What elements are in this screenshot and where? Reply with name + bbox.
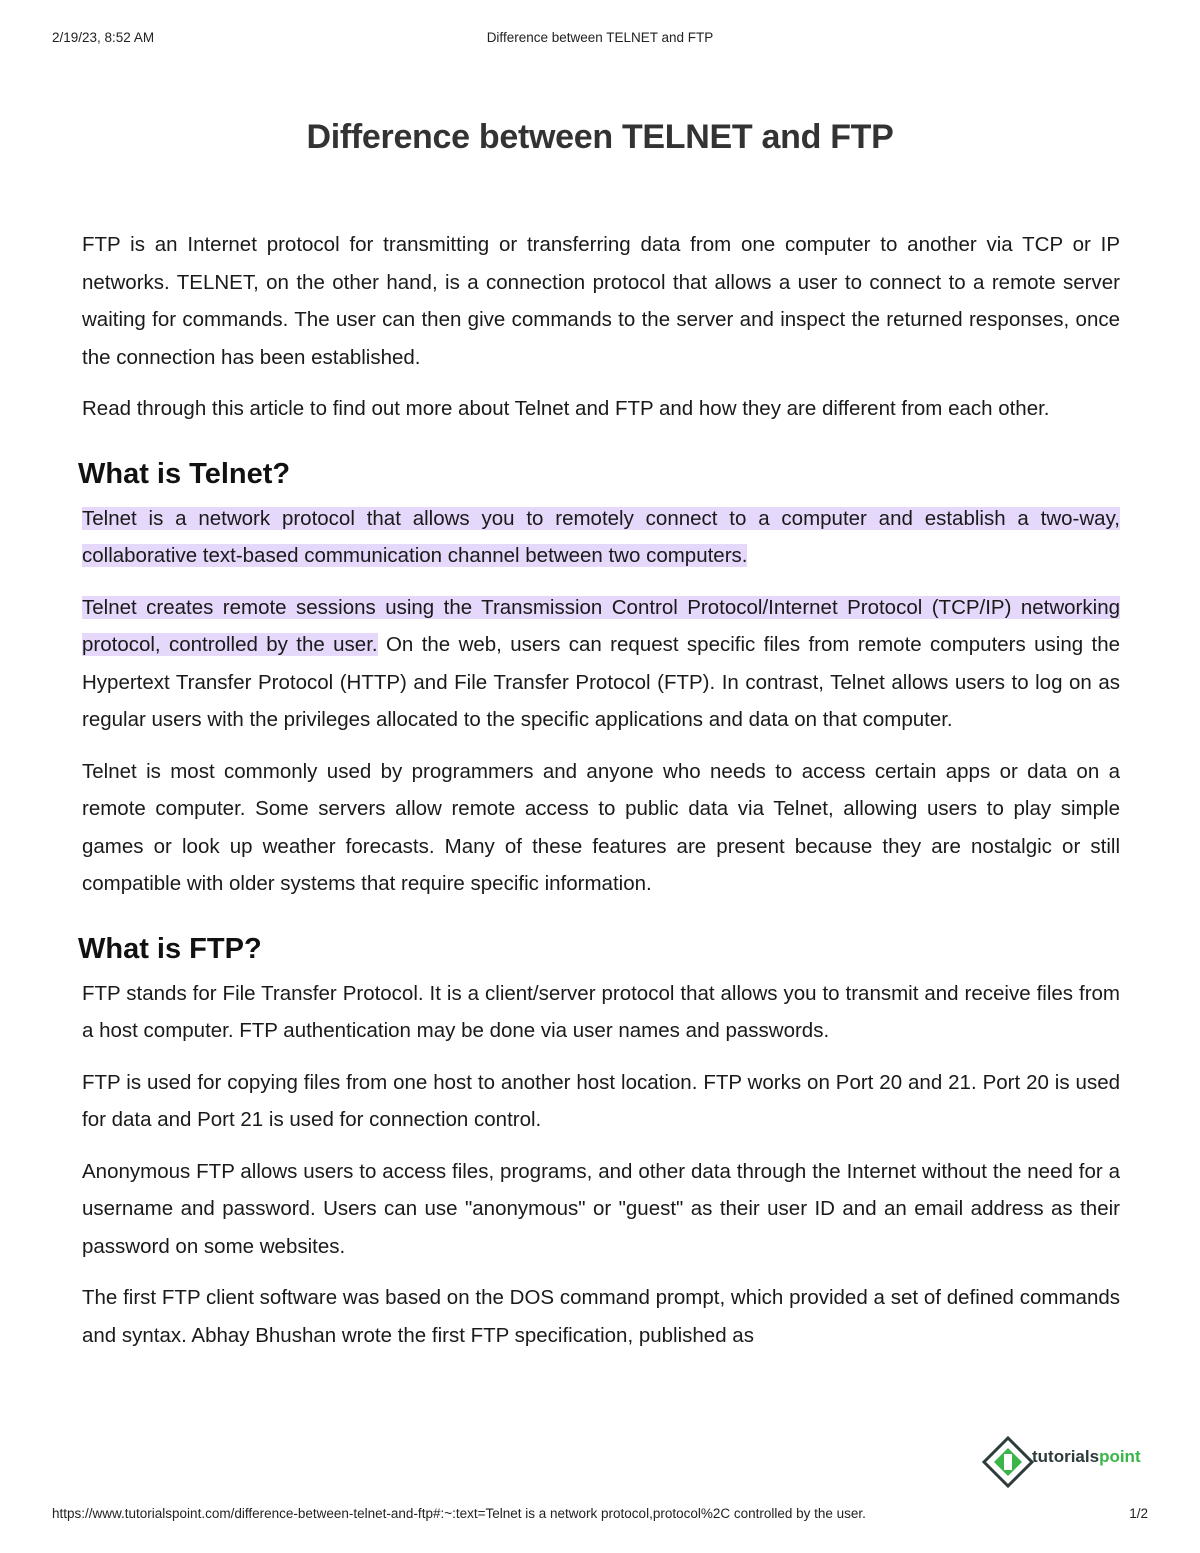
telnet-heading: What is Telnet? <box>78 457 291 490</box>
tutorialspoint-logo[interactable] <box>980 1432 1152 1492</box>
print-footer <box>52 1506 1148 1526</box>
print-url[interactable]: https://www.tutorialspoint.com/difference-between-telnet-and-ftp#:~:text=Telnet is a network protocol,protocol%2C controlled by the user. <box>52 1506 866 1521</box>
article-body <box>78 226 1120 1368</box>
ftp-heading: What is FTP? <box>78 932 262 965</box>
page-number: 1/2 <box>1129 1506 1148 1521</box>
article-title: Difference between TELNET and FTP <box>306 118 894 156</box>
telnet-paragraph-2-rest: On the web, users can request specific files from remote computers using the Hypertext Transfer Protocol (HTTP) and File Transfer Protocol (FTP). In contrast, Telnet allows users to log on as regular users with the privileges allocated to the specific applications and data on that computer. <box>82 633 1120 731</box>
intro-paragraph-2: Read through this article to find out more about Telnet and FTP and how they are different from each other. <box>82 397 1050 420</box>
highlighted-text: Telnet is a network protocol that allows you to remotely connect to a computer and establish a two-way, collaborative text-based communication channel between two computers. <box>82 506 1120 567</box>
logo-wordmark: tutorialspoint <box>1032 1447 1141 1466</box>
telnet-paragraph-2 <box>82 589 1120 739</box>
print-header <box>52 30 1148 50</box>
ftp-paragraph-1: FTP stands for File Transfer Protocol. It is a client/server protocol that allows you to transmit and receive files from a host computer. FTP authentication may be done via user names and passwords. <box>82 981 1120 1042</box>
highlighted-text: Telnet creates remote sessions using the Transmission Control Protocol/Internet Protocol (TCP/IP) networking protocol, controlled by the user. <box>82 595 1120 656</box>
ftp-paragraph-3: Anonymous FTP allows users to access files, programs, and other data through the Internet without the need for a username and password. Users can use "anonymous" or "guest" as their user ID and an email address as their password on some websites. <box>82 1159 1120 1258</box>
ftp-paragraph-2: FTP is used for copying files from one host to another host location. FTP works on Port 20 and 21. Port 20 is used for data and Port 21 is used for connection control. <box>82 1070 1120 1131</box>
tutorialspoint-logo-icon <box>980 1434 1036 1490</box>
print-page-title: Difference between TELNET and FTP <box>486 30 714 45</box>
print-datetime: 2/19/23, 8:52 AM <box>52 30 155 45</box>
intro-paragraph-1: FTP is an Internet protocol for transmitting or transferring data from one computer to another via TCP or IP networks. TELNET, on the other hand, is a connection protocol that allows a user to connect to a remote server waiting for commands. The user can then give commands to the server and inspect the returned responses, once the connection has been established. <box>82 233 1120 369</box>
telnet-paragraph-3: Telnet is most commonly used by programmers and anyone who needs to access certain apps or data on a remote computer. Some servers allow remote access to public data via Telnet, allowing users to play simple games or look up weather forecasts. Many of these features are present because they are nostalgic or still compatible with older systems that require specific information. <box>82 759 1120 895</box>
ftp-paragraph-4: The first FTP client software was based on the DOS command prompt, which provided a set of defined commands and syntax. Abhay Bhushan wrote the first FTP specification, published as <box>82 1286 1120 1347</box>
telnet-paragraph-1 <box>82 500 1120 575</box>
